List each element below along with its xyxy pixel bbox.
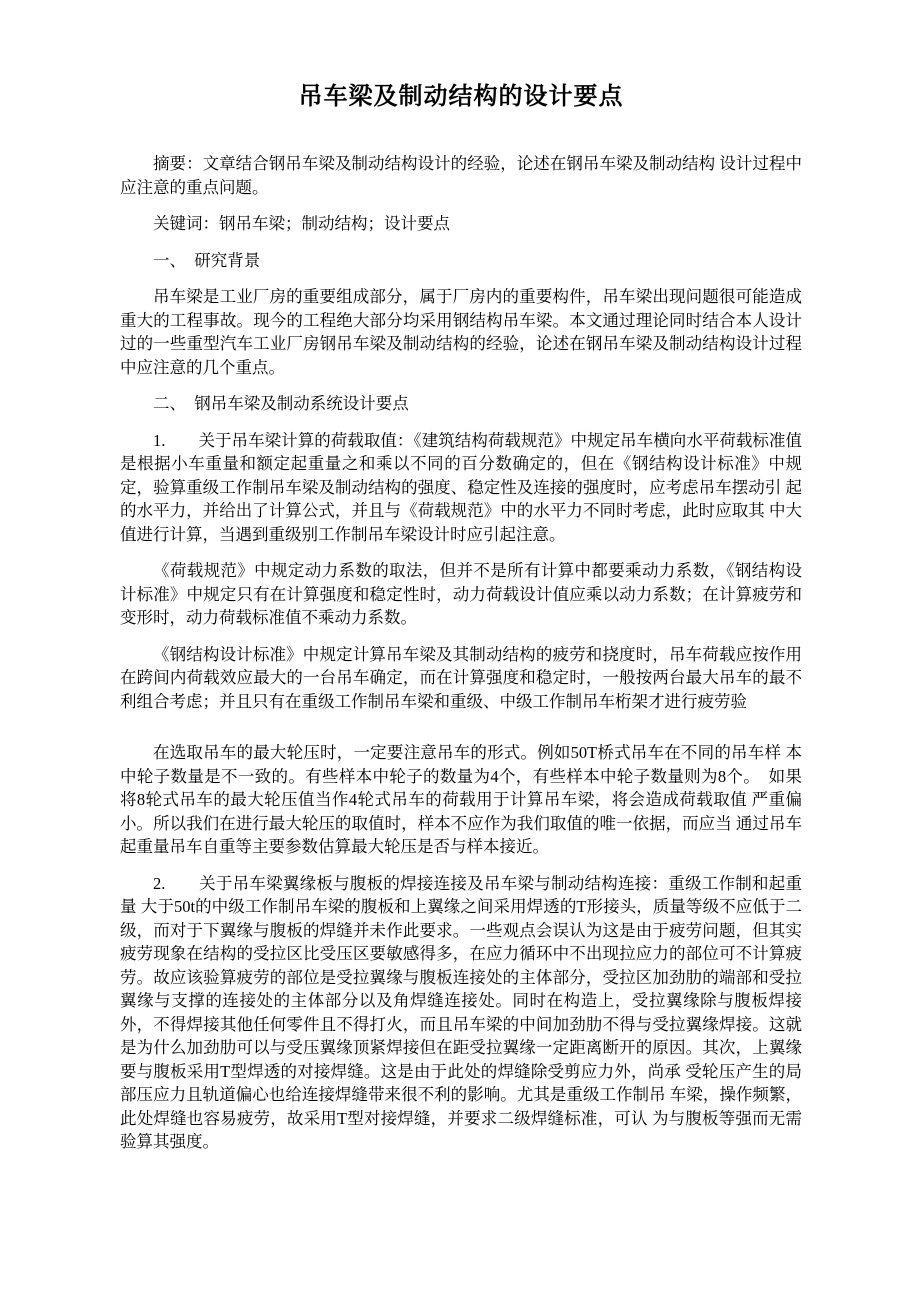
keywords-paragraph: 关键词：钢吊车梁；制动结构；设计要点 bbox=[153, 214, 450, 233]
section-1-heading: 一、 研究背景 bbox=[153, 250, 261, 270]
section-2-paragraph-2: 《荷载规范》中规定动力系数的取法，但并不是所有计算中都要乘动力系数，《钢结构设计标准》中规定只有在计算强度和稳定性时，动力荷载设计值应乘以动力系数；在计算疲劳和变形时，动力荷载标准值不乘动力系数。 bbox=[120, 561, 802, 627]
section-2-paragraph-5: 2. 关于吊车梁翼缘板与腹板的焊接连接及吊车梁与制动结构连接：重级工作制和起重量 大于50t的中级工作制吊车梁的腹板和上翼缘之间采用焊透的T形接头，质量等级不应低于二级，而对于下翼缘与腹板的焊缝并未作此要求。一些观点会误认为这是由于疲劳问题，但其实疲劳现象在结构的受拉区比受压区要敏感得多，在应力循环中不出现拉应力的部位可不计算疲劳。故应该验算疲劳的部位是受拉翼缘与腹板连接处的主体部分，受拉区加劲肋的端部和受拉翼缘与支撑的连接处的主体部分以及角焊缝连接处。同时在构造上，受拉翼缘除与腹板焊接外，不得焊接其他任何零件且不得打火，而且吊车梁的中间加劲肋不得与受拉翼缘焊接。这就是为什么加劲肋可以与受压翼缘顶紧焊接但在距受拉翼缘一定距离断开的原因。其次，上翼缘要与腹板采用T型焊透的对接焊缝。这是由于此处的焊缝除受剪应力外，尚承 受轮压产生的局部压应力且轨道偏心也给连接焊缝带来很不利的影响。尤其是重级工作制吊 车梁，操作频繁，此处焊缝也容易疲劳，故采用T型对接焊缝，并要求二级焊缝标准，可认 为与腹板等强而无需验算其强度。 bbox=[120, 873, 802, 1151]
section-2-paragraph-4: 在选取吊车的最大轮压时，一定要注意吊车的形式。例如50T桥式吊车在不同的吊车样 本中轮子数量是不一致的。有些样本中轮子的数量为4个，有些样本中轮子数量则为8个。 如果将8轮式吊车的最大轮压值当作4轮式吊车的荷载用于计算吊车梁，将会造成荷载取值 严重偏小。所以我们在进行最大轮压的取值时，样本不应作为我们取值的唯一依据，而应当 通过吊车起重量吊车自重等主要参数估算最大轮压是否与样本接近。 bbox=[120, 743, 802, 856]
abstract-paragraph: 摘要：文章结合钢吊车梁及制动结构设计的经验，论述在钢吊车梁及制动结构 设计过程中应注意的重点问题。 bbox=[120, 154, 802, 197]
section-2-paragraph-3: 《钢结构设计标准》中规定计算吊车梁及其制动结构的疲劳和挠度时，吊车荷载应按作用在跨间内荷载效应最大的一台吊车确定，而在计算强度和稳定时，一般按两台最大吊车的最不利组合考虑；并且只有在重级工作制吊车梁和重级、中级工作制吊车桁架才进行疲劳验 bbox=[120, 644, 802, 711]
section-2-heading: 二、 钢吊车梁及制动系统设计要点 bbox=[153, 394, 409, 413]
document-title: 吊车梁及制动结构的设计要点 bbox=[298, 84, 624, 110]
section-1-paragraph-1: 吊车梁是工业厂房的重要组成部分，属于厂房内的重要构件，吊车梁出现问题很可能造成重大的工程事故。现今的工程绝大部分均采用钢结构吊车梁。本文通过理论同时结合本人设计过的一些重型汽车工业厂房钢吊车梁及制动结构的经验，论述在钢吊车梁及制动结构设计过程中应注意的几个重点。 bbox=[120, 287, 802, 377]
section-2-paragraph-1: 1. 关于吊车梁计算的荷载取值：《建筑结构荷载规范》中规定吊车横向水平荷载标准值 是根据小车重量和额定起重量之和乘以不同的百分数确定的，但在《钢结构设计标准》中规 定，验算重级工作制吊车梁及制动结构的强度、稳定性及连接的强度时，应考虑吊车摆动引 起的水平力，并给出了计算公式，并且与《荷载规范》中的水平力不同时考虑，此时应取其 中大值进行计算，当遇到重级别工作制吊车梁设计时应引起注意。 bbox=[120, 430, 802, 544]
